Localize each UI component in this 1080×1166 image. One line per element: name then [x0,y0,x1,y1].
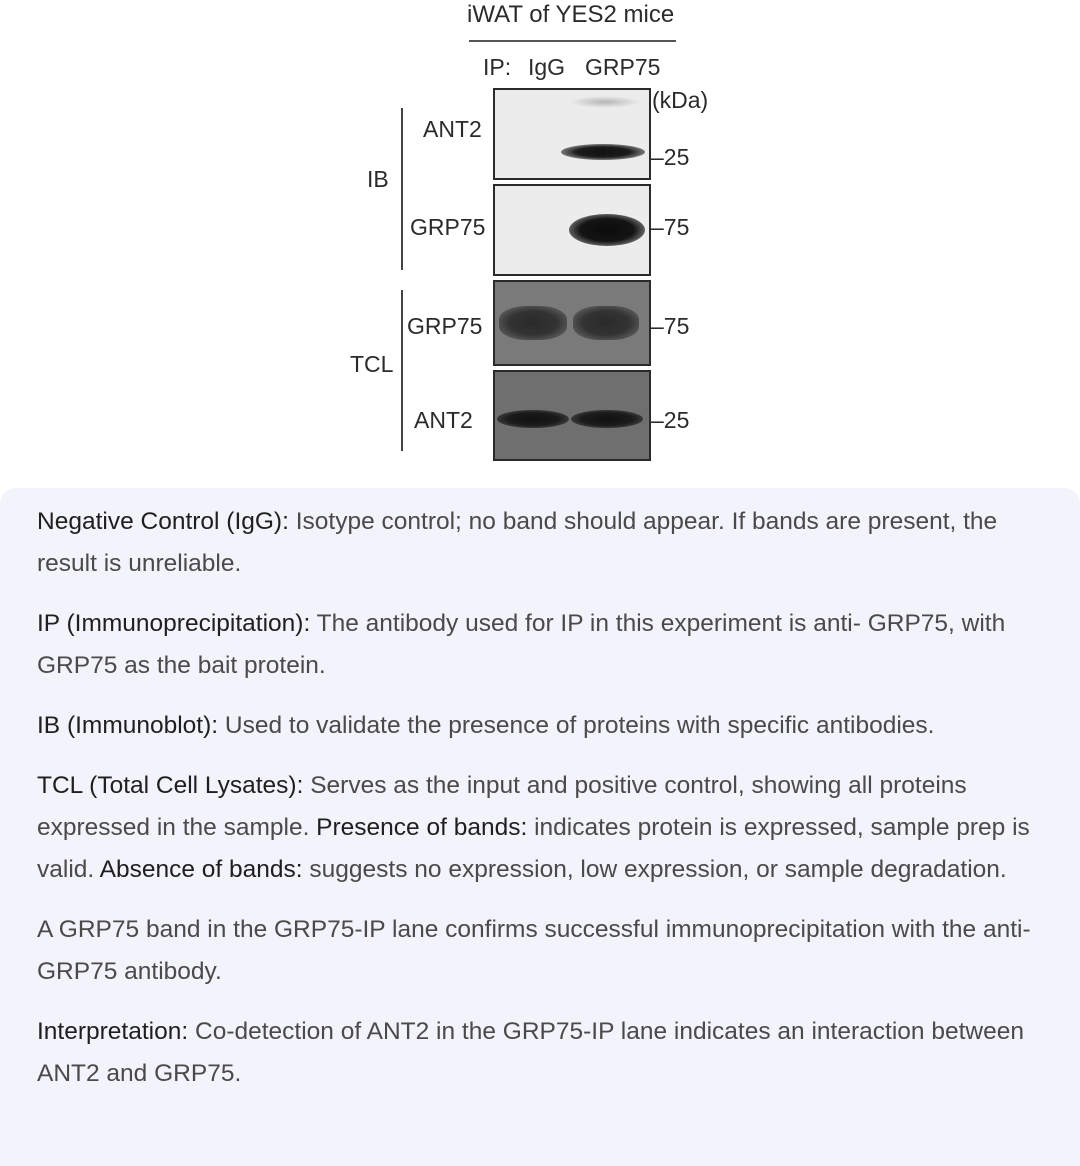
figure-title: iWAT of YES2 mice [467,1,675,28]
ib-bracket [401,108,403,270]
note-negative-control [37,501,1042,585]
note-term-absence: Absence of bands: [94,856,303,883]
note-text: The antibody used for IP in this experiment is anti- GRP75, with GRP75 as the bait protein. [37,610,1006,679]
marker-value: 25 [663,407,690,433]
note-term: IB (Immunoblot): [37,712,219,739]
marker-25-tcl: –25 [651,407,690,433]
marker-value: 25 [663,144,690,170]
title-underline [469,40,676,42]
blot-tcl-grp75 [493,280,651,366]
note-text: Serves as the input and positive control, showing all proteins expressed in the sample. [37,772,967,841]
blot-ib-grp75 [493,184,651,276]
note-text: Isotype control; no band should appear. If bands are present, the result is unreliable. [37,508,998,577]
note-text-absence: suggests no expression, low expression, or sample degradation. [302,856,1007,883]
band-ant2-grp75-lane [561,144,645,160]
note-text: Co-detection of ANT2 in the GRP75-IP lane indicates an interaction between ANT2 and GRP75. [37,1018,1024,1087]
band-tcl-ant2-igg-lane [497,410,569,428]
blot-ib-ant2 [493,88,651,180]
marker-75-ib: –75 [651,214,690,240]
group-label-tcl: TCL [350,351,394,377]
note-ib [37,705,1042,747]
explanation-panel [0,488,1080,1166]
note-term: TCL (Total Cell Lysates): [37,772,304,799]
faint-band [569,96,641,108]
ip-prefix: IP: [483,54,512,80]
protein-label-grp75-ib: GRP75 [410,214,486,240]
band-tcl-grp75-grp75-lane [573,306,639,340]
note-term: Negative Control (IgG): [37,508,289,535]
marker-value: 75 [663,313,690,339]
marker-75-tcl: –75 [651,313,690,339]
band-tcl-grp75-igg-lane [499,306,567,340]
note-ip [37,603,1042,687]
group-label-ib: IB [367,166,389,192]
note-term: IP (Immunoprecipitation): [37,610,311,637]
protein-label-ant2-tcl: ANT2 [414,407,473,433]
marker-value: 75 [663,214,690,240]
western-blot-figure [0,0,1080,480]
note-text: A GRP75 band in the GRP75-IP lane confirms successful immunoprecipitation with the anti-GRP75 antibody. [37,916,1031,985]
note-grp75-band [37,909,1042,993]
protein-label-grp75-tcl: GRP75 [407,313,483,339]
marker-25-ib: –25 [651,144,690,170]
protein-label-ant2-ib: ANT2 [423,116,482,142]
note-term-presence: Presence of bands: [309,814,528,841]
lane-label-grp75: GRP75 [585,54,661,80]
blot-tcl-ant2 [493,370,651,461]
tcl-bracket [401,290,403,451]
note-term: Interpretation: [37,1018,189,1045]
band-tcl-ant2-grp75-lane [571,410,643,428]
kda-unit-label: (kDa) [652,87,709,113]
note-interpretation [37,1011,1042,1095]
note-tcl [37,765,1042,891]
lane-label-igg: IgG [528,54,566,80]
band-grp75-grp75-lane [569,214,645,246]
note-text: Used to validate the presence of proteins with specific antibodies. [218,712,935,739]
note-text-presence: indicates protein is expressed, sample prep is valid. [37,814,1030,883]
